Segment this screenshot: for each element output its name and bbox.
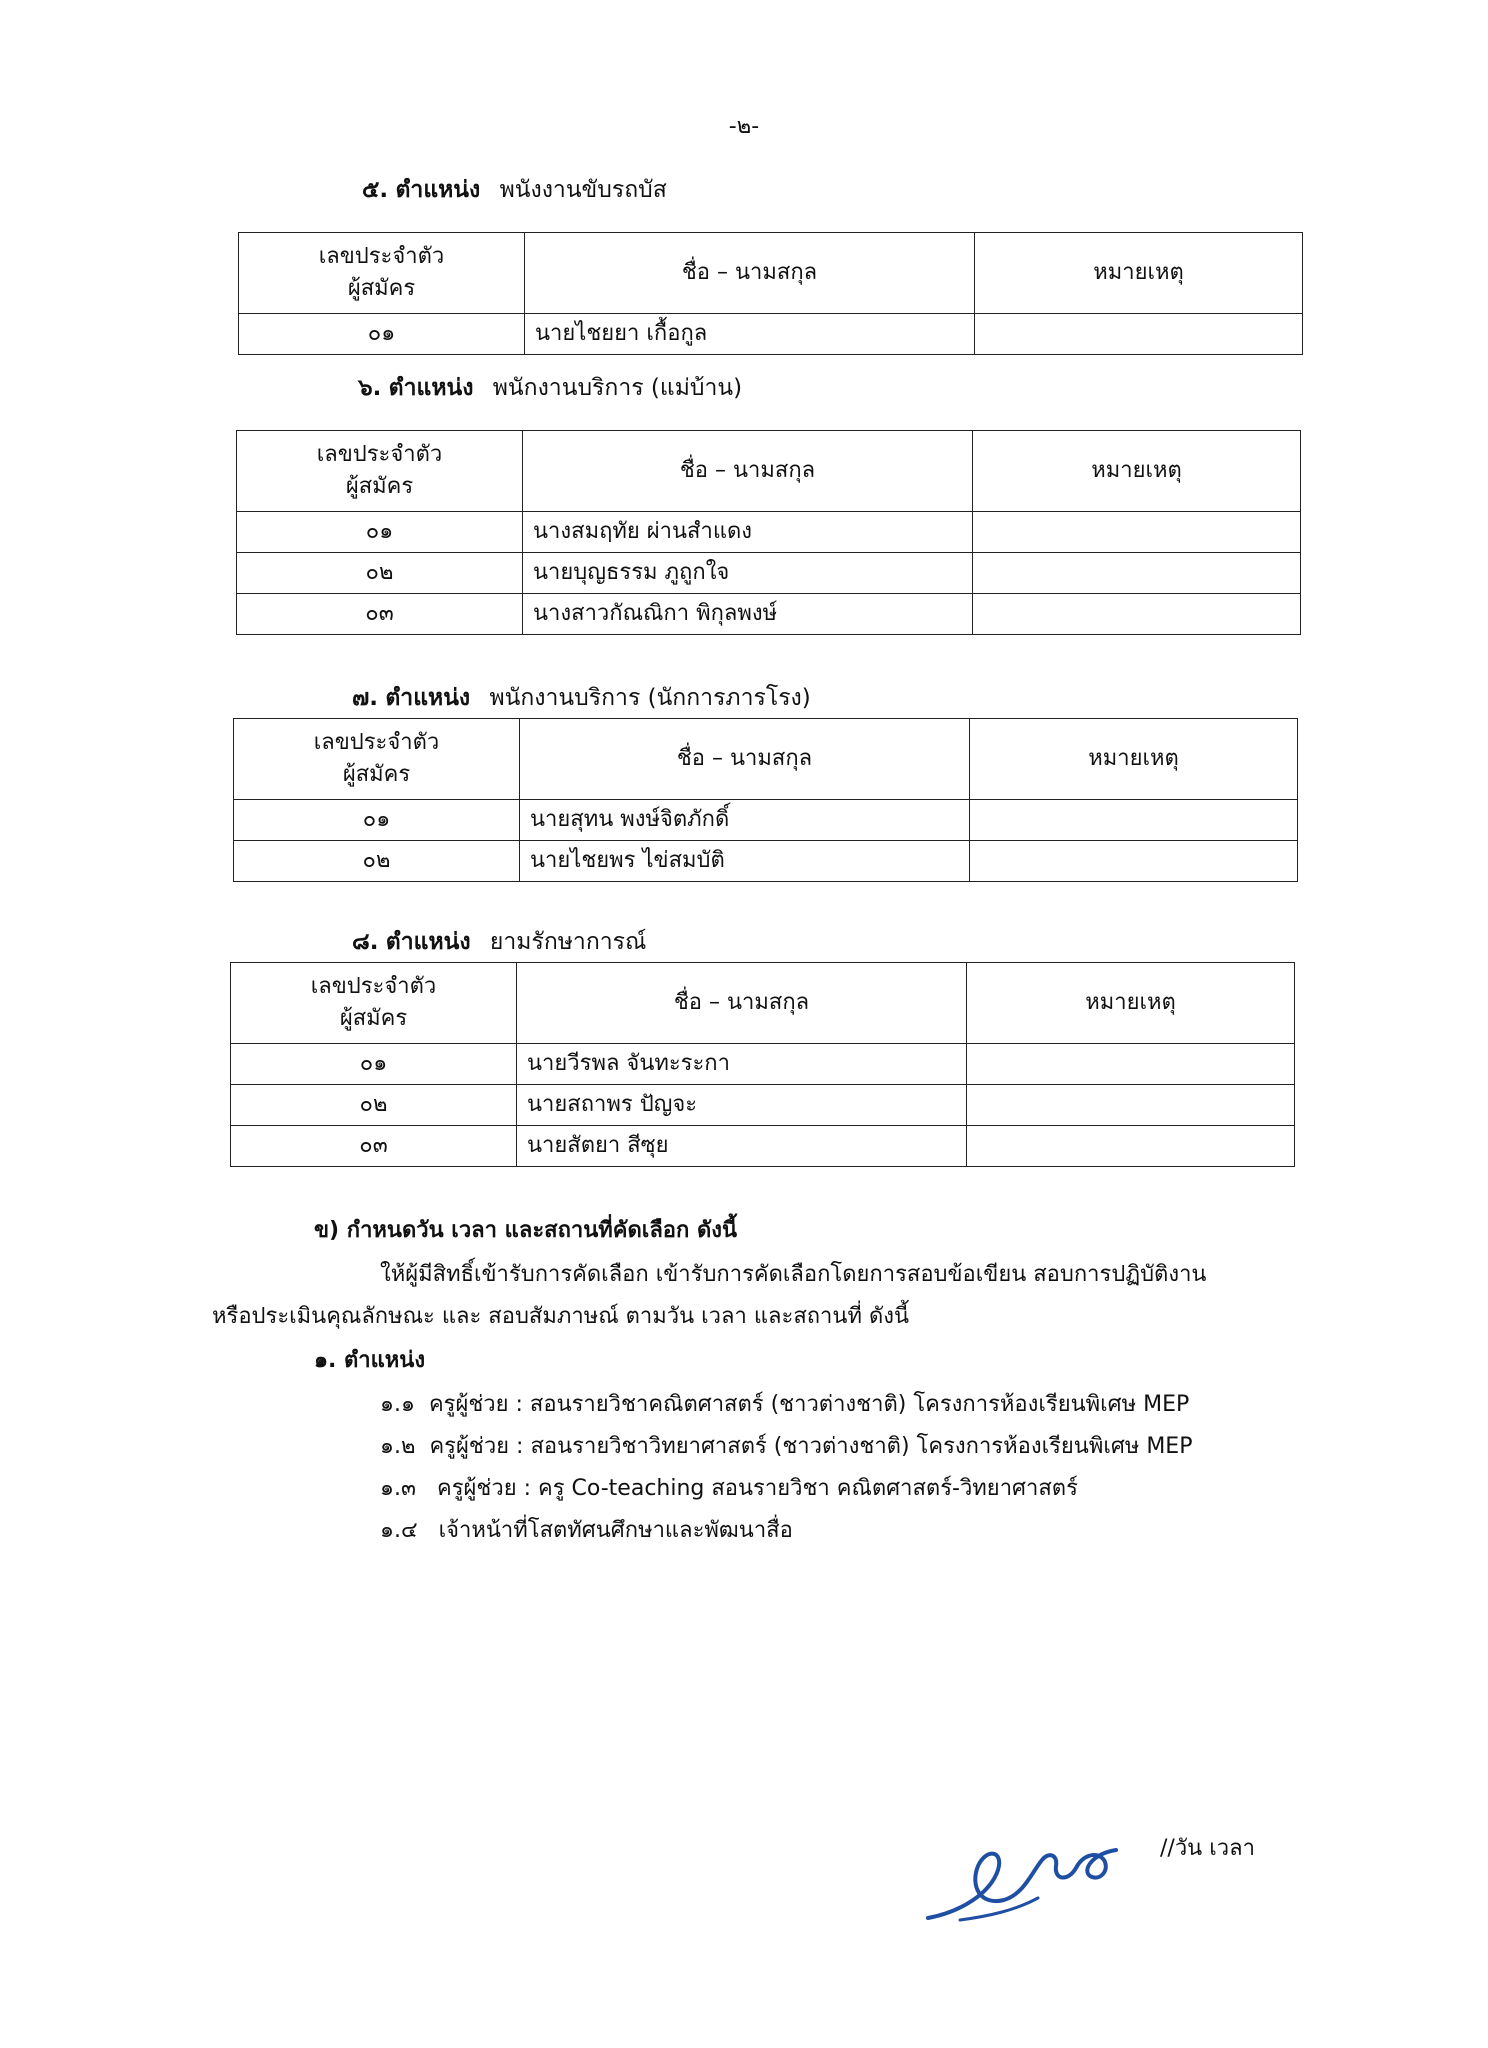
header-name: ชื่อ – นามสกุล (525, 233, 975, 314)
header-applicant-id: เลขประจำตัว ผู้สมัคร (239, 233, 525, 314)
applicant-name: นายวีรพล จันทะระกา (517, 1044, 967, 1085)
applicant-note (967, 1126, 1295, 1167)
header-applicant-id: เลขประจำตัว ผู้สมัคร (231, 963, 517, 1044)
applicant-id: ๐๑ (237, 512, 523, 553)
applicant-table (230, 962, 1295, 1167)
header-note: หมายเหตุ (967, 963, 1295, 1044)
header-note: หมายเหตุ (970, 719, 1298, 800)
applicant-id: ๐๒ (237, 553, 523, 594)
applicant-table (238, 232, 1303, 355)
applicant-note (975, 314, 1303, 355)
header-note: หมายเหตุ (973, 431, 1301, 512)
table-row (237, 512, 1301, 553)
applicant-note (970, 841, 1298, 882)
applicant-name: นายสุทน พงษ์จิตภักดิ์ (520, 800, 970, 841)
applicant-id: ๐๓ (231, 1126, 517, 1167)
position-item: ๑.๑ ครูผู้ช่วย : สอนรายวิชาคณิตศาสตร์ (ชาวต่างชาติ) โครงการห้องเรียนพิเศษ MEP (380, 1392, 1190, 1417)
applicant-name: นางสมฤทัย ผ่านสำแดง (523, 512, 973, 553)
applicant-name: นายบุญธรรม ภูถูกใจ (523, 553, 973, 594)
applicant-name: นายสัตยา สีซุย (517, 1126, 967, 1167)
applicant-table (233, 718, 1298, 882)
applicant-name: นางสาวกัณณิกา พิกุลพงษ์ (523, 594, 973, 635)
header-name: ชื่อ – นามสกุล (520, 719, 970, 800)
section-title: ๕. ตำแหน่ง พนังงานขับรถบัส (362, 177, 667, 203)
table-row (234, 800, 1298, 841)
header-applicant-id: เลขประจำตัว ผู้สมัคร (234, 719, 520, 800)
table-row (234, 841, 1298, 882)
header-name: ชื่อ – นามสกุล (523, 431, 973, 512)
table-row (231, 1044, 1295, 1085)
applicant-note (973, 553, 1301, 594)
part-b-paragraph-line-1: ให้ผู้มีสิทธิ์เข้ารับการคัดเลือก เข้ารับการคัดเลือกโดยการสอบข้อเขียน สอบการปฏิบัติงาน (380, 1262, 1207, 1287)
table-header-row (237, 431, 1301, 512)
applicant-name: นายไชยยา เกื้อกูล (525, 314, 975, 355)
section-title: ๘. ตำแหน่ง ยามรักษาการณ์ (352, 929, 647, 955)
table-header-row (239, 233, 1303, 314)
applicant-id: ๐๑ (234, 800, 520, 841)
table-row (231, 1126, 1295, 1167)
applicant-id: ๐๒ (234, 841, 520, 882)
table-row (237, 594, 1301, 635)
section-title: ๗. ตำแหน่ง พนักงานบริการ (นักการภารโรง) (352, 685, 811, 711)
position-heading: ๑. ตำแหน่ง (314, 1348, 426, 1373)
header-applicant-id: เลขประจำตัว ผู้สมัคร (237, 431, 523, 512)
section-title: ๖. ตำแหน่ง พนักงานบริการ (แม่บ้าน) (358, 375, 743, 401)
table-header-row (234, 719, 1298, 800)
position-item: ๑.๒ ครูผู้ช่วย : สอนรายวิชาวิทยาศาสตร์ (ชาวต่างชาติ) โครงการห้องเรียนพิเศษ MEP (380, 1434, 1193, 1459)
part-b-paragraph-line-2: หรือประเมินคุณลักษณะ และ สอบสัมภาษณ์ ตามวัน เวลา และสถานที่ ดังนี้ (212, 1304, 910, 1329)
handwritten-signature (920, 1820, 1150, 1930)
applicant-note (973, 512, 1301, 553)
position-item: ๑.๔ เจ้าหน้าที่โสตทัศนศึกษาและพัฒนาสื่อ (380, 1518, 793, 1543)
table-row (237, 553, 1301, 594)
applicant-id: ๐๑ (239, 314, 525, 355)
applicant-id: ๐๑ (231, 1044, 517, 1085)
applicant-id: ๐๒ (231, 1085, 517, 1126)
part-b-heading: ข) กำหนดวัน เวลา และสถานที่คัดเลือก ดังนี้ (314, 1218, 738, 1243)
applicant-note (970, 800, 1298, 841)
footer-date-time: //วัน เวลา (1160, 1836, 1255, 1861)
table-row (231, 1085, 1295, 1126)
applicant-note (967, 1044, 1295, 1085)
applicant-id: ๐๓ (237, 594, 523, 635)
header-name: ชื่อ – นามสกุล (517, 963, 967, 1044)
table-row (239, 314, 1303, 355)
applicant-note (973, 594, 1301, 635)
page-number: -๒- (728, 114, 760, 139)
header-note: หมายเหตุ (975, 233, 1303, 314)
position-item: ๑.๓ ครูผู้ช่วย : ครู Co-teaching สอนรายวิชา คณิตศาสตร์-วิทยาศาสตร์ (380, 1476, 1078, 1501)
table-header-row (231, 963, 1295, 1044)
applicant-name: นายสถาพร ปัญจะ (517, 1085, 967, 1126)
applicant-note (967, 1085, 1295, 1126)
applicant-table (236, 430, 1301, 635)
applicant-name: นายไชยพร ไข่สมบัติ (520, 841, 970, 882)
